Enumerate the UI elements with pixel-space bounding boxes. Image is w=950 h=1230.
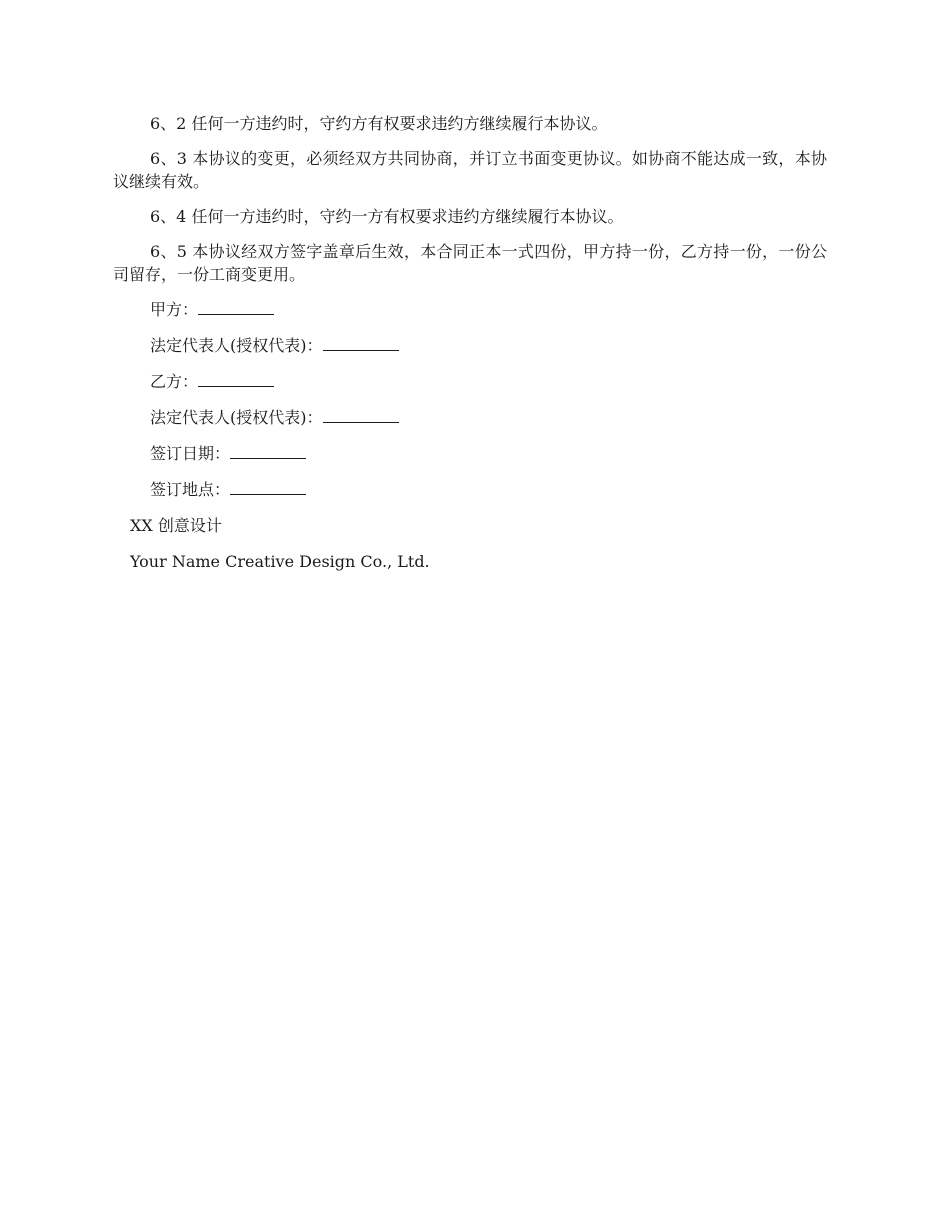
party-a-blank xyxy=(198,300,274,315)
sign-place-label: 签订地点： xyxy=(150,480,231,499)
company-name-cn: XX 创意设计 xyxy=(130,516,222,535)
company-name-en: Your Name Creative Design Co., Ltd. xyxy=(130,552,430,571)
clause-6-2: 6、2 任何一方违约时，守约方有权要求违约方继续履行本协议。 xyxy=(150,114,608,133)
rep-b-blank xyxy=(323,408,399,423)
party-b-label: 乙方： xyxy=(150,372,199,391)
rep-a-field xyxy=(150,334,827,357)
rep-b-field xyxy=(150,406,827,429)
sign-date-label: 签订日期： xyxy=(150,444,231,463)
sign-date-field xyxy=(150,442,827,465)
party-b-blank xyxy=(198,372,274,387)
party-a-label: 甲方： xyxy=(150,300,199,319)
party-b-field xyxy=(150,370,827,393)
party-a-field xyxy=(150,298,827,321)
sign-place-field xyxy=(150,478,827,501)
rep-b-label: 法定代表人(授权代表)： xyxy=(150,408,323,427)
clause-6-4: 6、4 任何一方违约时，守约一方有权要求违约方继续履行本协议。 xyxy=(150,207,624,226)
document-body xyxy=(113,112,827,586)
rep-a-label: 法定代表人(授权代表)： xyxy=(150,336,323,355)
sign-date-blank xyxy=(230,444,306,459)
clause-6-3: 6、3 本协议的变更，必须经双方共同协商，并订立书面变更协议。如协商不能达成一致，本协议继续有效。 xyxy=(113,149,827,191)
rep-a-blank xyxy=(323,336,399,351)
clause-6-5: 6、5 本协议经双方签字盖章后生效，本合同正本一式四份，甲方持一份，乙方持一份，一份公司留存，一份工商变更用。 xyxy=(113,242,827,284)
sign-place-blank xyxy=(230,480,306,495)
